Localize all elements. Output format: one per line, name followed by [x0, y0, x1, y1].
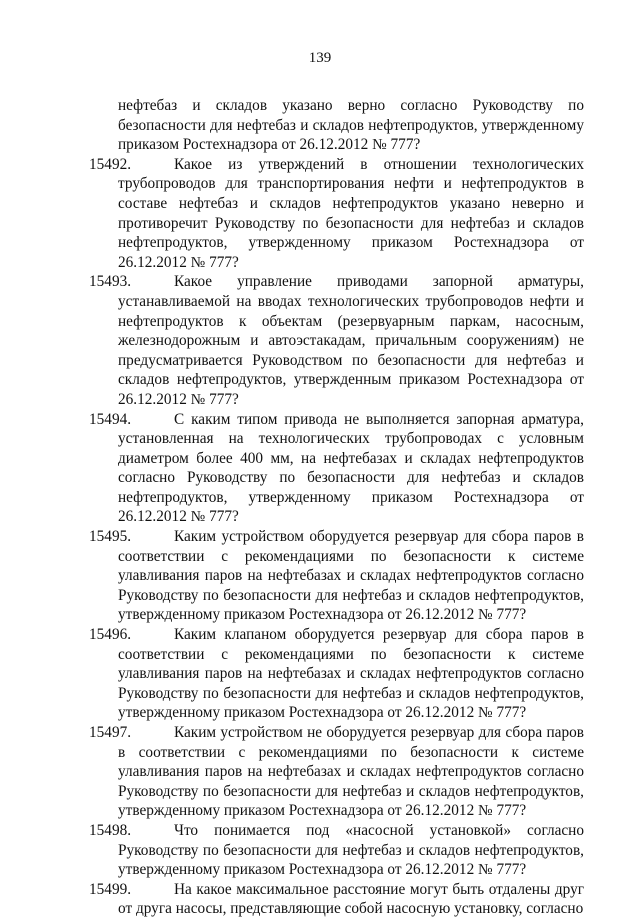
question-number: 15492.: [89, 155, 132, 173]
question-item: [89, 527, 584, 625]
question-number: 15493.: [89, 273, 132, 291]
question-number: 15494.: [89, 410, 132, 428]
question-text: Какое управление приводами запорной арматуры, устанавливаемой на вводах технологических трубопроводов нефти и нефтепродуктов к объектам (резервуарным паркам, насосным, железнодорожным и автоэстакадам, причальным сооружениям) не предусматривается Руководством по безопасности для нефтебаз и складов нефтепродуктов, утвержденным приказом Ростехнадзора от 26.12.2012 № 777?: [118, 273, 584, 408]
question-text: Что понимается под «насосной установкой» согласно Руководству по безопасности для нефтебаз и складов нефтепродуктов, утвержденному приказом Ростехнадзора от 26.12.2012 № 777?: [118, 821, 584, 879]
question-item: [89, 155, 584, 273]
question-text: Каким устройством не оборудуется резервуар для сбора паров в соответствии с рекомендациями по безопасности к системе улавливания паров на нефтебазах и складах нефтепродуктов согласно Руководству по безопасности для нефтебаз и складов нефтепродуктов, утвержденному приказом Ростехнадзора от 26.12.2012 № 777?: [118, 724, 584, 820]
question-number: 15498.: [89, 821, 132, 839]
question-number: 15499.: [89, 880, 132, 898]
document-body: [89, 96, 584, 919]
question-number: 15495.: [89, 528, 132, 546]
question-item: [89, 821, 584, 880]
question-item: [89, 410, 584, 528]
question-number: 15496.: [89, 626, 132, 644]
question-item: [89, 625, 584, 723]
question-text: На какое максимальное расстояние могут быть отдалены друг от друга насосы, представляющие собой насосную установку, согласно: [118, 880, 584, 918]
question-text: Какое из утверждений в отношении технологических трубопроводов для транспортирования нефти и нефтепродуктов в составе нефтебаз и складов нефтепродуктов указано неверно и противоречит Руководству по безопасности для нефтебаз и складов нефтепродуктов, утвержденному приказом Ростехнадзора от 26.12.2012 № 777?: [118, 155, 584, 271]
continued-question-text: нефтебаз и складов указано верно согласно Руководству по безопасности для нефтебаз и складов нефтепродуктов, утвержденному приказом Ростехнадзора от 26.12.2012 № 777?: [118, 97, 584, 154]
question-item: [89, 272, 584, 409]
question-text: С каким типом привода не выполняется запорная арматура, установленная на технологических трубопроводах с условным диаметром более 400 мм, на нефтебазах и складах нефтепродуктов согласно Руководству по безопасности для нефтебаз и складов нефтепродуктов, утвержденному приказом Ростехнадзора от 26.12.2012 № 777?: [118, 410, 584, 526]
question-text: Каким клапаном оборудуется резервуар для сбора паров в соответствии с рекомендациями по безопасности к системе улавливания паров на нефтебазах и складах нефтепродуктов согласно Руководству по безопасности для нефтебаз и складов нефтепродуктов, утвержденному приказом Ростехнадзора от 26.12.2012 № 777?: [118, 626, 584, 722]
question-number: 15497.: [89, 724, 132, 741]
question-item: [89, 880, 584, 919]
question-text: Каким устройством оборудуется резервуар для сбора паров в соответствии с рекомендациями по безопасности к системе улавливания паров на нефтебазах и складах нефтепродуктов согласно Руководству по безопасности для нефтебаз и складов нефтепродуктов, утвержденному приказом Ростехнадзора от 26.12.2012 № 777?: [118, 528, 584, 624]
page-number: 139: [308, 50, 332, 66]
question-item: [89, 723, 584, 821]
